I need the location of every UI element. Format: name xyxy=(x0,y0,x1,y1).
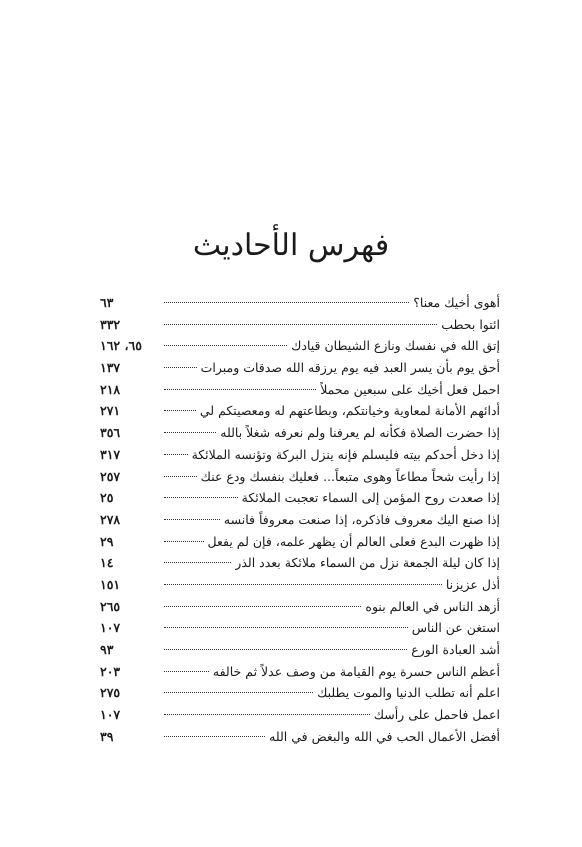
entry-text: أهوى أخيك معنا؟ xyxy=(413,295,500,310)
entry-text: إذا صعدت روح المؤمن إلى السماء تعجبت الملائكة xyxy=(241,490,500,506)
leader-dots xyxy=(164,323,437,325)
entry-text: أذل عزيزنا xyxy=(445,576,500,592)
index-entry xyxy=(100,596,500,618)
entry-text: إذا حضرت الصلاة فكأنه لم يعرفنا ولم نعرفه شغلاً بالله xyxy=(220,425,500,441)
leader-dots xyxy=(164,583,442,585)
entry-text: أدائهم الأمانة لمعاوية وخيانتكم، وبطاعتهم له ومعصيتكم لي xyxy=(199,403,500,419)
entry-text: استغن عن الناس xyxy=(411,620,500,636)
index-entry xyxy=(100,292,500,314)
entry-text: أزهد الناس في العالم بنوه xyxy=(365,598,500,614)
entry-page-number: ١٠٧ xyxy=(100,620,121,636)
entry-text: احمل فعل أخيك على سبعين محملاً xyxy=(320,381,500,397)
leader-dots xyxy=(164,626,408,628)
entry-text: إذا صنع اليك معروف فاذكره، إذا صنعت معروفاً فانسه xyxy=(223,511,500,527)
index-entry xyxy=(100,574,500,596)
entry-page-number: ١٤ xyxy=(100,555,114,571)
index-title: فهرس الأحاديث xyxy=(192,228,390,263)
index-entry xyxy=(100,379,500,401)
entry-page-number: ٦٥، ١٦٢ xyxy=(100,338,142,354)
entry-text: إتق الله في نفسك ونازع الشيطان قيادك xyxy=(291,338,500,354)
entry-page-number: ٢٥ xyxy=(100,490,114,506)
index-entry xyxy=(100,357,500,379)
leader-dots xyxy=(164,409,196,411)
entry-text: أعظم الناس حسرة يوم القيامة من وصف عدلاً ثم خالفه xyxy=(212,663,500,679)
entry-text: اعمل فاحمل على رأسك xyxy=(373,707,500,723)
entry-page-number: ٦٣ xyxy=(100,295,114,310)
leader-dots xyxy=(164,540,204,542)
index-entry xyxy=(100,639,500,661)
index-entry xyxy=(100,314,500,336)
leader-dots xyxy=(164,344,287,346)
entry-page-number: ٢٧٨ xyxy=(100,511,121,527)
entry-page-number: ٢٠٣ xyxy=(100,663,121,679)
entry-text: إذا كان ليلة الجمعة نزل من السماء ملائكة بعدد الذر xyxy=(235,555,500,571)
leader-dots xyxy=(164,453,188,455)
entry-text: أشد العبادة الورع xyxy=(411,642,500,657)
entry-page-number: ٩٣ xyxy=(100,642,114,657)
index-entry xyxy=(100,444,500,466)
leader-dots xyxy=(164,670,209,672)
entry-page-number: ١٥١ xyxy=(100,576,121,592)
index-entry xyxy=(100,682,500,704)
entry-page-number: ٢٩ xyxy=(100,533,114,549)
index-entry xyxy=(100,661,500,683)
entry-text: إذا ظهرت البدع فعلى العالم أن يظهر علمه، فإن لم يفعل xyxy=(207,533,500,549)
entry-text: أحق يوم بأن يسر العبد فيه يوم يرزقه الله صدقات ومبرات xyxy=(200,360,500,376)
index-entry xyxy=(100,704,500,726)
entry-page-number: ٢٥٧ xyxy=(100,468,121,484)
leader-dots xyxy=(164,735,265,737)
leader-dots xyxy=(164,561,231,563)
entry-page-number: ٢٦٥ xyxy=(100,598,121,614)
leader-dots xyxy=(164,648,407,650)
leader-dots xyxy=(164,475,197,477)
leader-dots xyxy=(164,366,197,368)
entry-page-number: ٢٧١ xyxy=(100,403,121,419)
index-entry xyxy=(100,552,500,574)
leader-dots xyxy=(164,301,409,303)
entry-page-number: ٣٣٢ xyxy=(100,316,121,332)
entry-page-number: ٢٧٥ xyxy=(100,685,121,701)
leader-dots xyxy=(164,605,361,607)
entry-text: ائتوا بحطب xyxy=(441,316,500,332)
index-entry xyxy=(100,509,500,531)
index-entry xyxy=(100,726,500,748)
entry-page-number: ٣١٧ xyxy=(100,446,121,462)
leader-dots xyxy=(164,691,313,693)
entry-text: أفضل الأعمال الحب في الله والبغض في الله xyxy=(269,728,500,744)
leader-dots xyxy=(164,713,370,715)
entry-page-number: ٣٥٦ xyxy=(100,425,121,441)
index-entry xyxy=(100,335,500,357)
index-entry xyxy=(100,422,500,444)
entry-page-number: ٣٩ xyxy=(100,728,114,744)
index-entry xyxy=(100,531,500,553)
leader-dots xyxy=(164,388,316,390)
entry-text: إذا دخل أحدكم بيته فليسلم فإنه ينزل البركة وتؤنسه الملائكة xyxy=(191,446,500,462)
entry-page-number: ٢١٨ xyxy=(100,381,121,397)
index-entry xyxy=(100,617,500,639)
index-entry xyxy=(100,487,500,509)
entry-text: إذا رأيت شحاً مطاعاً وهوى متبعاً... فعليك بنفسك ودع عنك xyxy=(200,468,500,484)
index-entry xyxy=(100,400,500,422)
entry-page-number: ١٣٧ xyxy=(100,360,121,376)
entry-text: اعلم أنه تطلب الدنيا والموت يطلبك xyxy=(317,685,500,701)
index-entry xyxy=(100,466,500,488)
hadith-index-list xyxy=(100,292,500,747)
entry-page-number: ١٠٧ xyxy=(100,707,121,723)
leader-dots xyxy=(164,431,216,433)
leader-dots xyxy=(164,496,238,498)
leader-dots xyxy=(164,518,220,520)
